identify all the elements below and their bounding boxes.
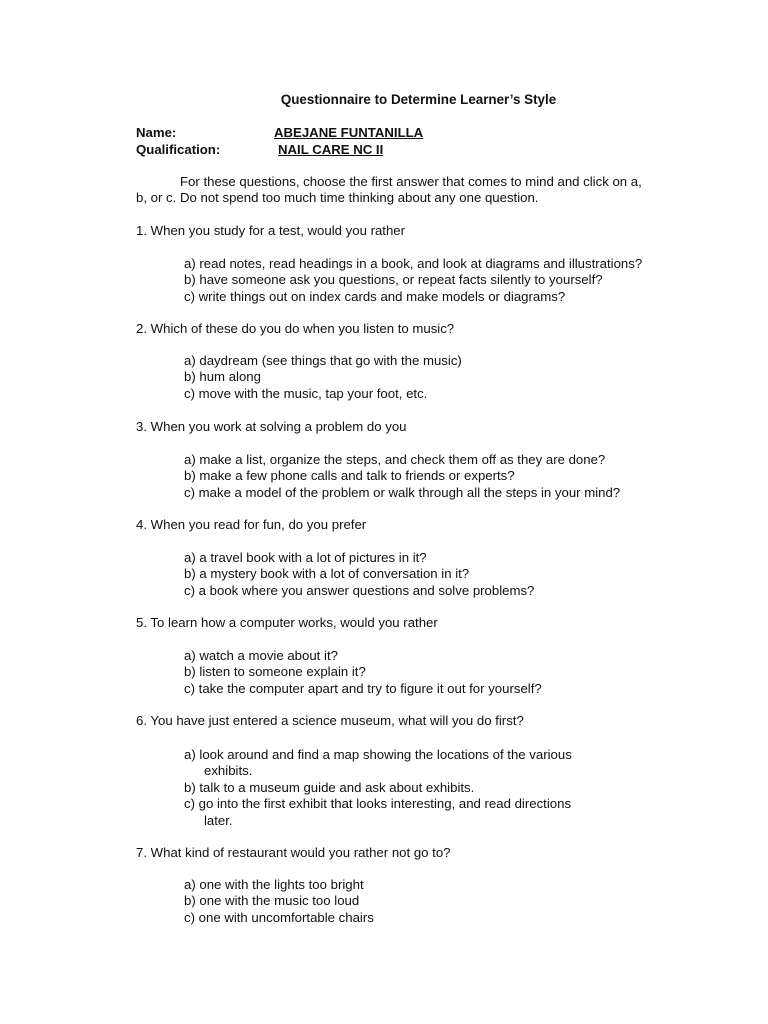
answer-option-b[interactable]: b) one with the music too loud [184,893,360,909]
answer-option-a[interactable]: a) read notes, read headings in a book, and look at diagrams and illustrations? [184,256,643,271]
answer-option-b[interactable]: b) a mystery book with a lot of conversation in it? [184,566,470,582]
answer-option-a[interactable]: a) watch a movie about it? [184,648,338,663]
question-1: 1. When you study for a test, would you rather [136,223,406,238]
answer-option-a-continuation: exhibits. [204,763,253,779]
question-2-options [184,353,704,402]
answer-option-c-line: c) go into the first exhibit that looks interesting, and read directions [184,796,572,812]
answer-option-c[interactable]: c) one with uncomfortable chairs [184,909,374,925]
answer-option-a[interactable]: a) one with the lights too bright [184,877,364,892]
answer-option-c[interactable]: c) take the computer apart and try to figure it out for yourself? [184,680,542,696]
qualification-label: Qualification: [136,142,221,157]
answer-option-a-line: a) look around and find a map showing the locations of the various [184,747,572,762]
name-field-row [136,125,423,141]
document-title [0,92,768,108]
question-5-options [184,648,704,697]
question-5: 5. To learn how a computer works, would you rather [136,615,438,630]
answer-option-c[interactable]: c) make a model of the problem or walk through all the steps in your mind? [184,484,621,500]
answer-option-b[interactable]: b) hum along [184,369,261,385]
answer-option-b[interactable]: b) have someone ask you questions, or repeat facts silently to yourself? [184,272,603,288]
answer-option-b[interactable]: b) make a few phone calls and talk to friends or experts? [184,468,515,484]
question-3-options [184,452,704,501]
answer-option-a[interactable] [184,747,704,780]
question-7: 7. What kind of restaurant would you rather not go to? [136,845,451,860]
answer-option-c[interactable]: c) write things out on index cards and make models or diagrams? [184,288,566,304]
answer-option-a[interactable]: a) a travel book with a lot of pictures in it? [184,550,427,565]
question-3: 3. When you work at solving a problem do you [136,419,407,434]
answer-option-a[interactable]: a) daydream (see things that go with the music) [184,353,462,368]
instructions-line: b, or c. Do not spend too much time thinking about any one question. [136,190,539,206]
instructions-line: For these questions, choose the first answer that comes to mind and click on a, [180,174,642,189]
answer-option-c[interactable]: c) move with the music, tap your foot, etc. [184,385,428,401]
answer-option-c[interactable]: c) a book where you answer questions and solve problems? [184,582,535,598]
qualification-value: NAIL CARE NC II [278,142,384,157]
name-value: ABEJANE FUNTANILLA [274,125,424,140]
answer-option-b[interactable]: b) listen to someone explain it? [184,664,366,680]
question-7-options [184,877,704,926]
instructions-paragraph [136,174,696,207]
answer-option-b[interactable]: b) talk to a museum guide and ask about exhibits. [184,779,475,795]
answer-option-a[interactable]: a) make a list, organize the steps, and check them off as they are done? [184,452,606,467]
question-4-options [184,550,704,599]
question-1-options [184,256,704,305]
question-6: 6. You have just entered a science museum, what will you do first? [136,713,524,728]
answer-option-c-continuation: later. [204,812,233,828]
document-title-text: Questionnaire to Determine Learner’s Style [280,92,557,107]
question-6-options [184,747,704,829]
name-label: Name: [136,125,177,140]
qualification-field-row [136,142,383,158]
question-4: 4. When you read for fun, do you prefer [136,517,367,532]
answer-option-c[interactable] [184,796,704,829]
question-2: 2. Which of these do you do when you listen to music? [136,321,455,336]
